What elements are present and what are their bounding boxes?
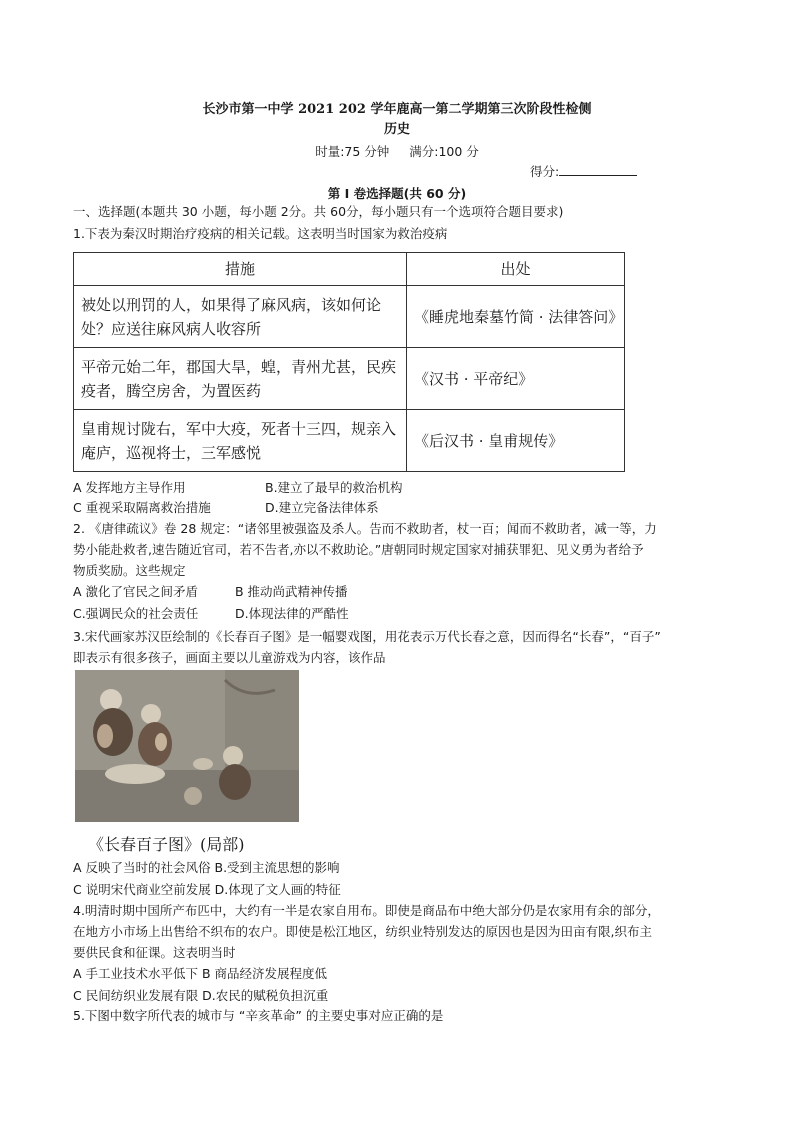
table-cell-source: 《睡虎地秦墓竹简 · 法律答问》 [407, 286, 625, 348]
section-instruction: 一、选择题(本题共 30 小题，每小题 2分。共 60分，每小题只有一个选项符合题目要求) [73, 204, 564, 219]
q4-line: 4.明清时期中国所产布匹中，大约有一半是农家自用布。即使是商品布中绝大部分仍是农家用有余的部分， [73, 903, 660, 918]
exam-title: 长沙市第一中学 2021 202 学年鹿高一第二学期第三次阶段性检侧 [202, 102, 592, 117]
q3-options-ab: A 反映了当时的社会风俗 B.受到主流思想的影响 [73, 860, 340, 875]
table-cell-source: 《汉书 · 平帝纪》 [407, 348, 625, 410]
q1-option-b: B.建立了最早的救治机构 [265, 480, 403, 495]
section-title: 第 I 卷选择题(共 60 分) [327, 186, 467, 201]
full-score: 满分:100 分 [409, 144, 479, 159]
table-cell-measure: 皇甫规讨陇右，军中大疫，死者十三四，规亲入庵庐，巡视将士，三军感悦 [74, 410, 407, 472]
table-cell-source: 《后汉书 · 皇甫规传》 [407, 410, 625, 472]
table-cell-measure: 被处以刑罚的人，如果得了麻风病，该如何论处？应送往麻风病人收容所 [74, 286, 407, 348]
q2-line: 势小能赴救者,速告随近官司，若不告者,亦以不救助论。”唐朝同时规定国家对捕获罪犯、见义勇为者给予 [73, 542, 644, 557]
exam-meta [0, 142, 794, 160]
table-header-row [74, 253, 625, 286]
score-label: 得分: [530, 164, 560, 179]
q5-stem: 5.下图中数字所代表的城市与 “辛亥革命” 的主要史事对应正确的是 [73, 1008, 444, 1023]
q4-line: 在地方小市场上出售给不织布的农户。即使是松江地区，纺织业特别发达的原因也是因为田亩有限,织布主 [73, 924, 652, 939]
q2-option-a: A 激化了官民之间矛盾 [73, 584, 199, 599]
q3-stem [73, 626, 723, 668]
q1-option-a: A 发挥地方主导作用 [73, 480, 186, 495]
q3-options-cd: C 说明宋代商业空前发展 D.体现了文人画的特征 [73, 882, 341, 897]
painting-illustration [75, 670, 299, 822]
q4-options-ab: A 手工业技术水平低下 B 商品经济发展程度低 [73, 966, 328, 981]
q1-option-c: C 重视采取隔离救治措施 [73, 500, 211, 515]
score-blank [559, 163, 637, 176]
score-field [530, 162, 637, 180]
table-row [74, 286, 625, 348]
q1-table [73, 252, 625, 472]
q2-line: 2. 《唐律疏议》卷 28 规定：“诸邻里被强盗及杀人。告而不救助者，杖一百；闻而不救助者，减一等，力 [73, 521, 657, 536]
q1-option-d: D.建立完备法律体系 [265, 500, 379, 515]
q4-stem [73, 900, 723, 963]
table-header-source: 出处 [407, 253, 625, 286]
q1-stem: 1.下表为秦汉时期治疗疫病的相关记载。这表明当时国家为救治疫病 [73, 226, 448, 241]
table-row [74, 410, 625, 472]
table-row [74, 348, 625, 410]
q2-option-d: D.体现法律的严酷性 [235, 606, 349, 621]
table-cell-measure: 平帝元始二年，郡国大旱，蝗，青州尤甚，民疾疫者，腾空房舍，为置医药 [74, 348, 407, 410]
time-limit: 时量:75 分钟 [315, 144, 390, 159]
painting-caption: 《长春百子图》(局部) [88, 835, 245, 854]
q2-option-c: C.强调民众的社会责任 [73, 606, 199, 621]
q2-option-b: B 推动尚武精神传播 [235, 584, 348, 599]
exam-subject: 历史 [383, 122, 410, 137]
painting-image [75, 670, 299, 822]
q2-line: 物质奖励。这些规定 [73, 563, 186, 578]
q3-line: 即表示有很多孩子，画面主要以儿童游戏为内容，该作品 [73, 650, 386, 665]
q3-line: 3.宋代画家苏汉臣绘制的《长春百子图》是一幅婴戏图，用花表示万代长春之意，因而得名“长春”，“百子” [73, 629, 661, 644]
table-header-measure: 措施 [74, 253, 407, 286]
q4-options-cd: C 民间纺织业发展有限 D.农民的赋税负担沉重 [73, 988, 329, 1003]
q2-stem [73, 518, 723, 581]
q4-line: 要供民食和征课。这表明当时 [73, 945, 236, 960]
